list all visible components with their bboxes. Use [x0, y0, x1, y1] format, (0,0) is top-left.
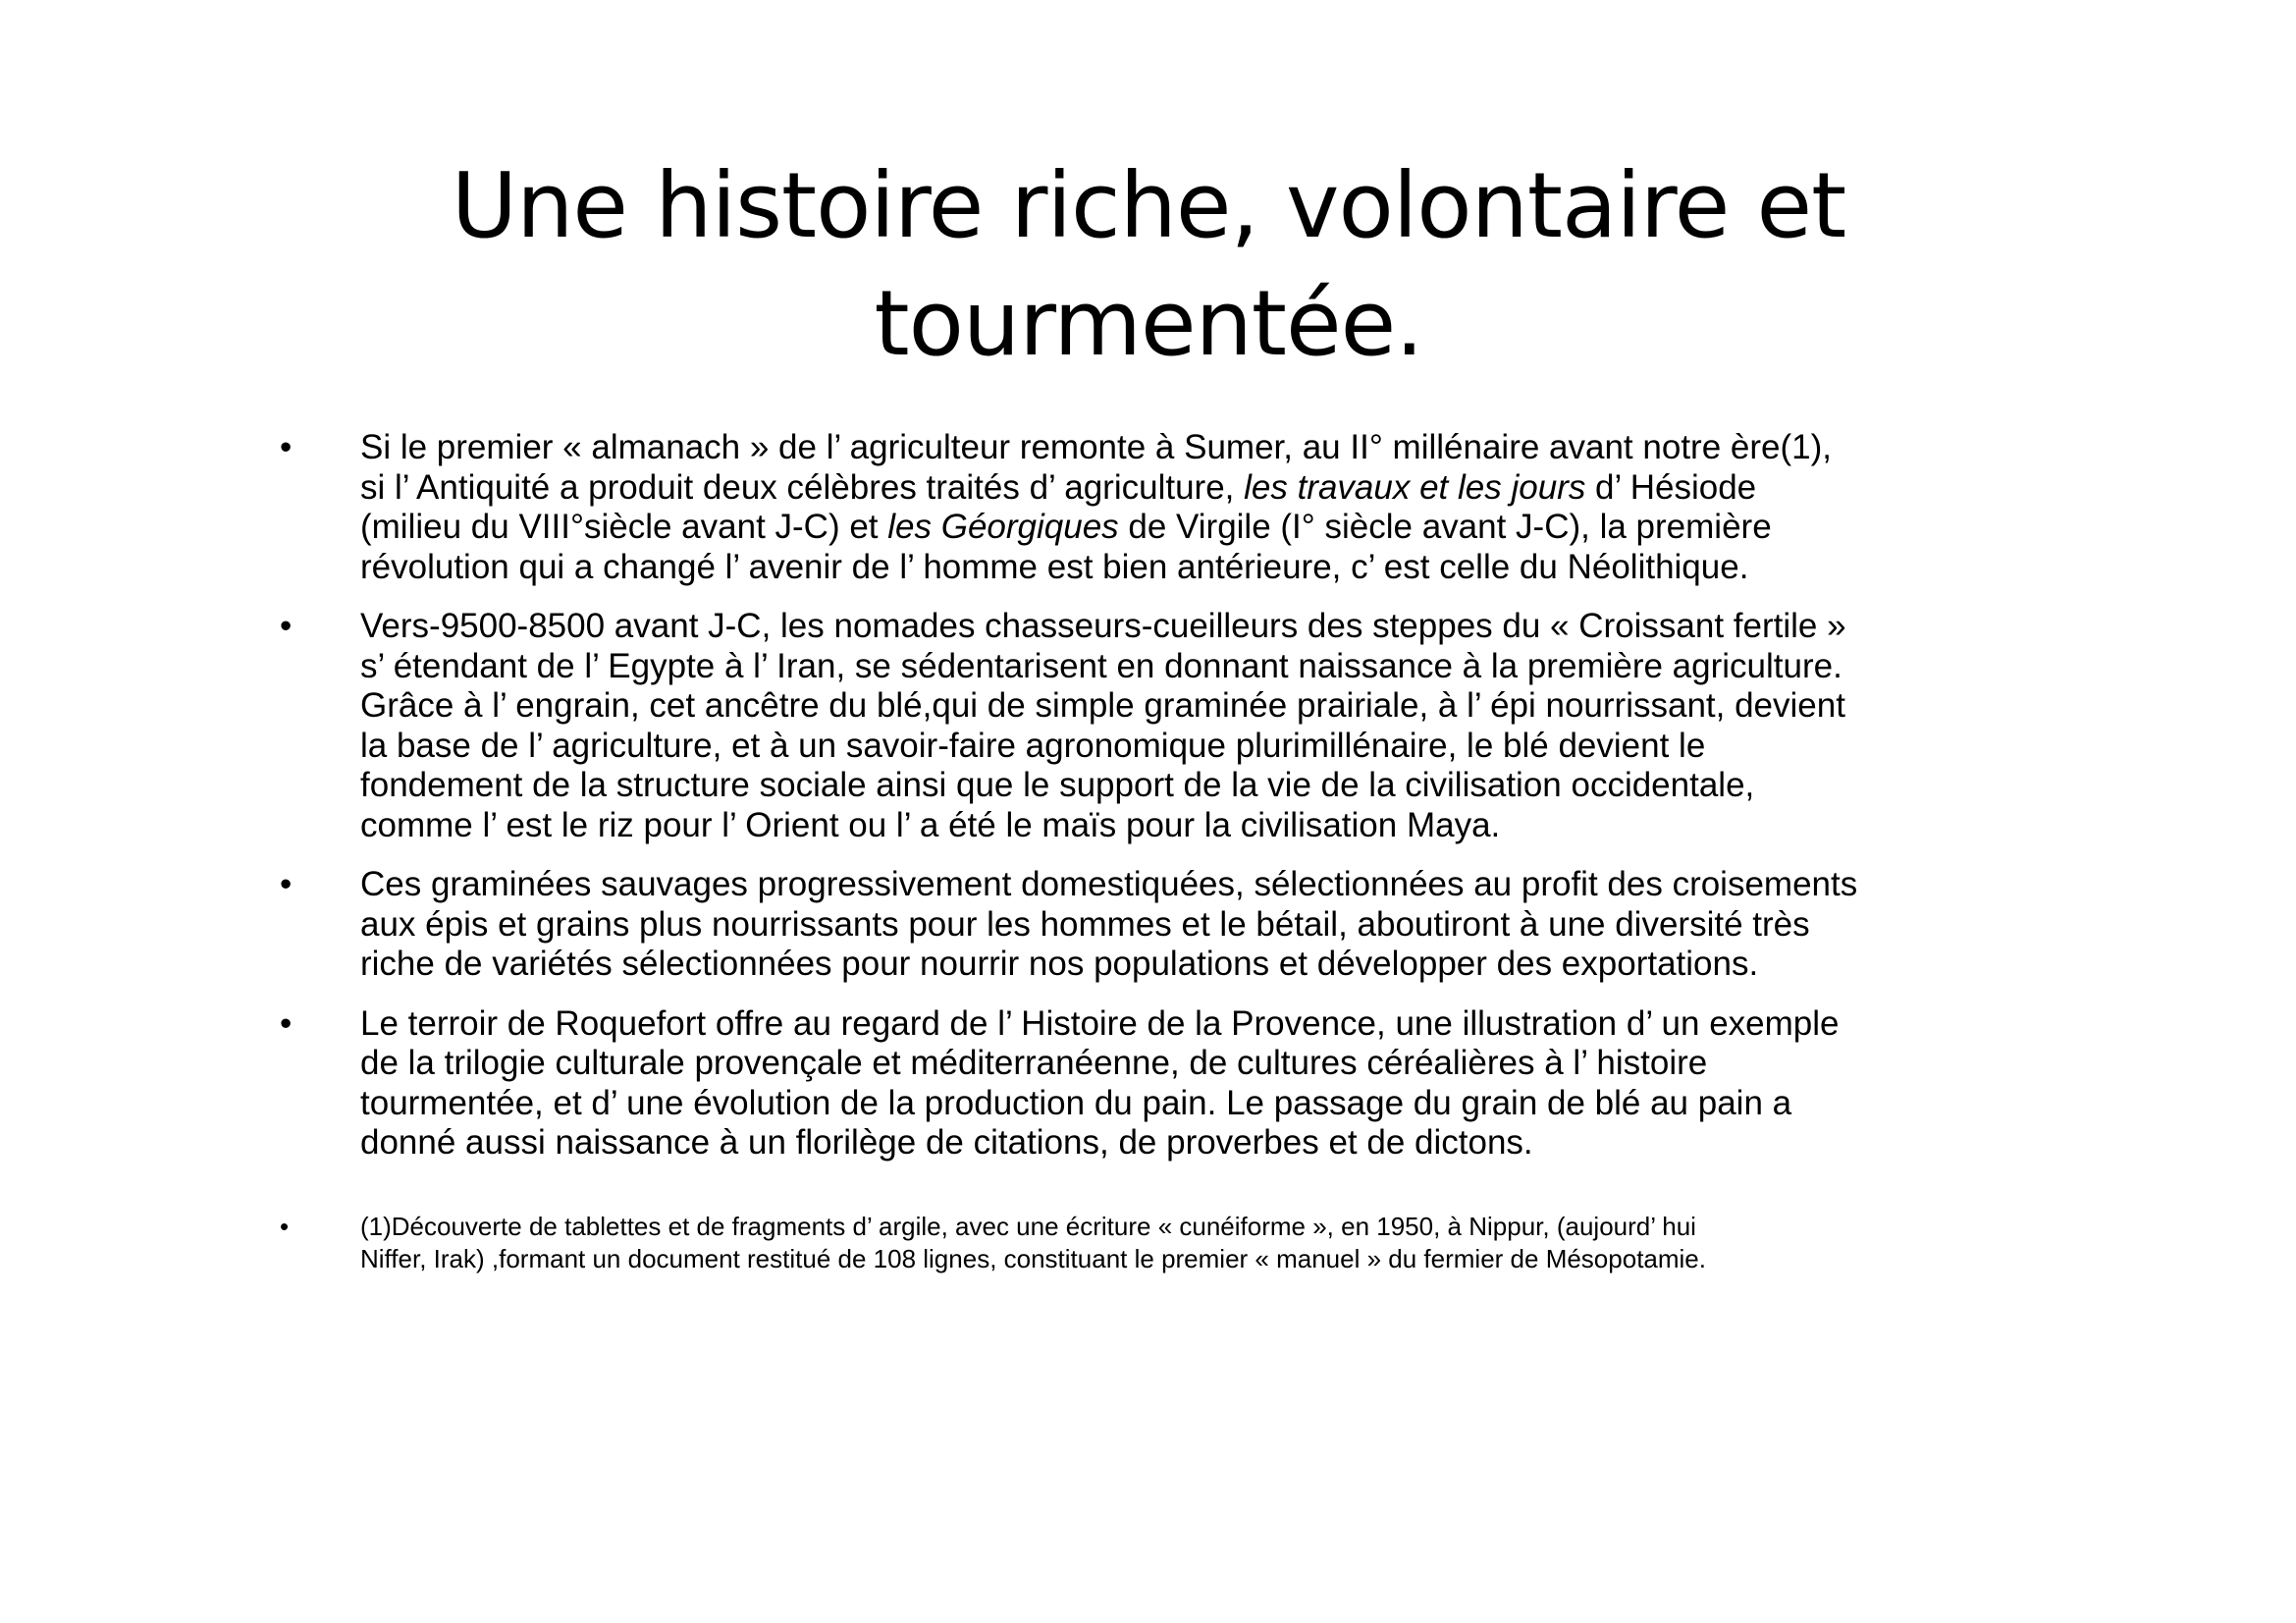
- text-line: [360, 468, 2047, 509]
- title-line-2: tourmentée.: [874, 271, 1423, 376]
- bullet-marker: •: [280, 1003, 293, 1043]
- bullet-marker: •: [280, 865, 293, 903]
- bullet-item-4: [280, 1004, 2047, 1163]
- title-line-1: Une histoire riche, volontaire et: [451, 153, 1846, 258]
- text-line: Le terroir de Roquefort offre au regard de l’ Histoire de la Provence, une illustration d’ un exemple: [360, 1003, 1840, 1043]
- text-line: tourmentée, et d’ une évolution de la production du pain. Le passage du grain de blé au pain a: [360, 1083, 1792, 1122]
- bullet-item-3: [280, 865, 2047, 985]
- italic-title: les travaux et les jours: [1244, 467, 1586, 507]
- bullet-item-1: [280, 428, 2047, 587]
- footnote-line: (1)Découverte de tablettes et de fragments d’ argile, avec une écriture « cunéiforme », en 1950, à Nippur, (aujourd’ hui: [360, 1211, 1696, 1241]
- text-line: révolution qui a changé l’ avenir de l’ homme est bien antérieure, c’ est celle du Néolithique.: [360, 547, 1749, 586]
- text-line: aux épis et grains plus nourrissants pour les hommes et le bétail, aboutiront à une diversité très: [360, 904, 1810, 944]
- text-segment: de Virgile (I° siècle avant J-C), la première: [1118, 508, 1772, 546]
- bullet-list: [280, 428, 2047, 1295]
- slide-title: [294, 147, 2002, 383]
- text-line: Ces graminées sauvages progressivement domestiquées, sélectionnées au profit des croisements: [360, 865, 1858, 903]
- bullet-marker: •: [280, 1211, 290, 1241]
- text-line: [360, 508, 2047, 548]
- text-segment: si l’ Antiquité a produit deux célèbres traités d’ agriculture,: [360, 467, 1245, 507]
- text-line: donné aussi naissance à un florilège de citations, de proverbes et de dictons.: [360, 1123, 1533, 1162]
- bullet-item-2: [280, 607, 2047, 845]
- bullet-marker: •: [280, 607, 293, 645]
- text-line: riche de variétés sélectionnées pour nourrir nos populations et développer des exportations.: [360, 945, 1759, 983]
- text-line: Vers-9500-8500 avant J-C, les nomades chasseurs-cueilleurs des steppes du « Croissant fertile »: [360, 607, 1846, 645]
- footnote-item: [280, 1211, 2047, 1275]
- italic-title: les Géorgiques: [887, 508, 1119, 546]
- bullet-marker: •: [280, 428, 293, 466]
- text-line: s’ étendant de l’ Egypte à l’ Iran, se sédentarisent en donnant naissance à la première agriculture.: [360, 646, 1842, 685]
- text-line: fondement de la structure sociale ainsi que le support de la vie de la civilisation occidentale,: [360, 766, 1755, 804]
- text-line: comme l’ est le riz pour l’ Orient ou l’ a été le maïs pour la civilisation Maya.: [360, 805, 1501, 844]
- text-line: de la trilogie culturale provençale et méditerranéenne, de cultures céréalières à l’ histoire: [360, 1044, 1708, 1082]
- text-segment: (milieu du VIII°siècle avant J-C) et: [360, 508, 888, 546]
- text-segment: d’ Hésiode: [1585, 467, 1757, 507]
- text-line: la base de l’ agriculture, et à un savoir-faire agronomique plurimillénaire, le blé devient le: [360, 726, 1706, 765]
- text-line: Si le premier « almanach » de l’ agriculteur remonte à Sumer, au II° millénaire avant notre ère(1),: [360, 428, 1832, 466]
- text-line: Grâce à l’ engrain, cet ancêtre du blé,qui de simple graminée prairiale, à l’ épi nourrissant, devient: [360, 686, 1845, 725]
- footnote-line: Niffer, Irak) ,formant un document restitué de 108 lignes, constituant le premier « manuel » du fermier de Mésopotamie.: [360, 1243, 1706, 1273]
